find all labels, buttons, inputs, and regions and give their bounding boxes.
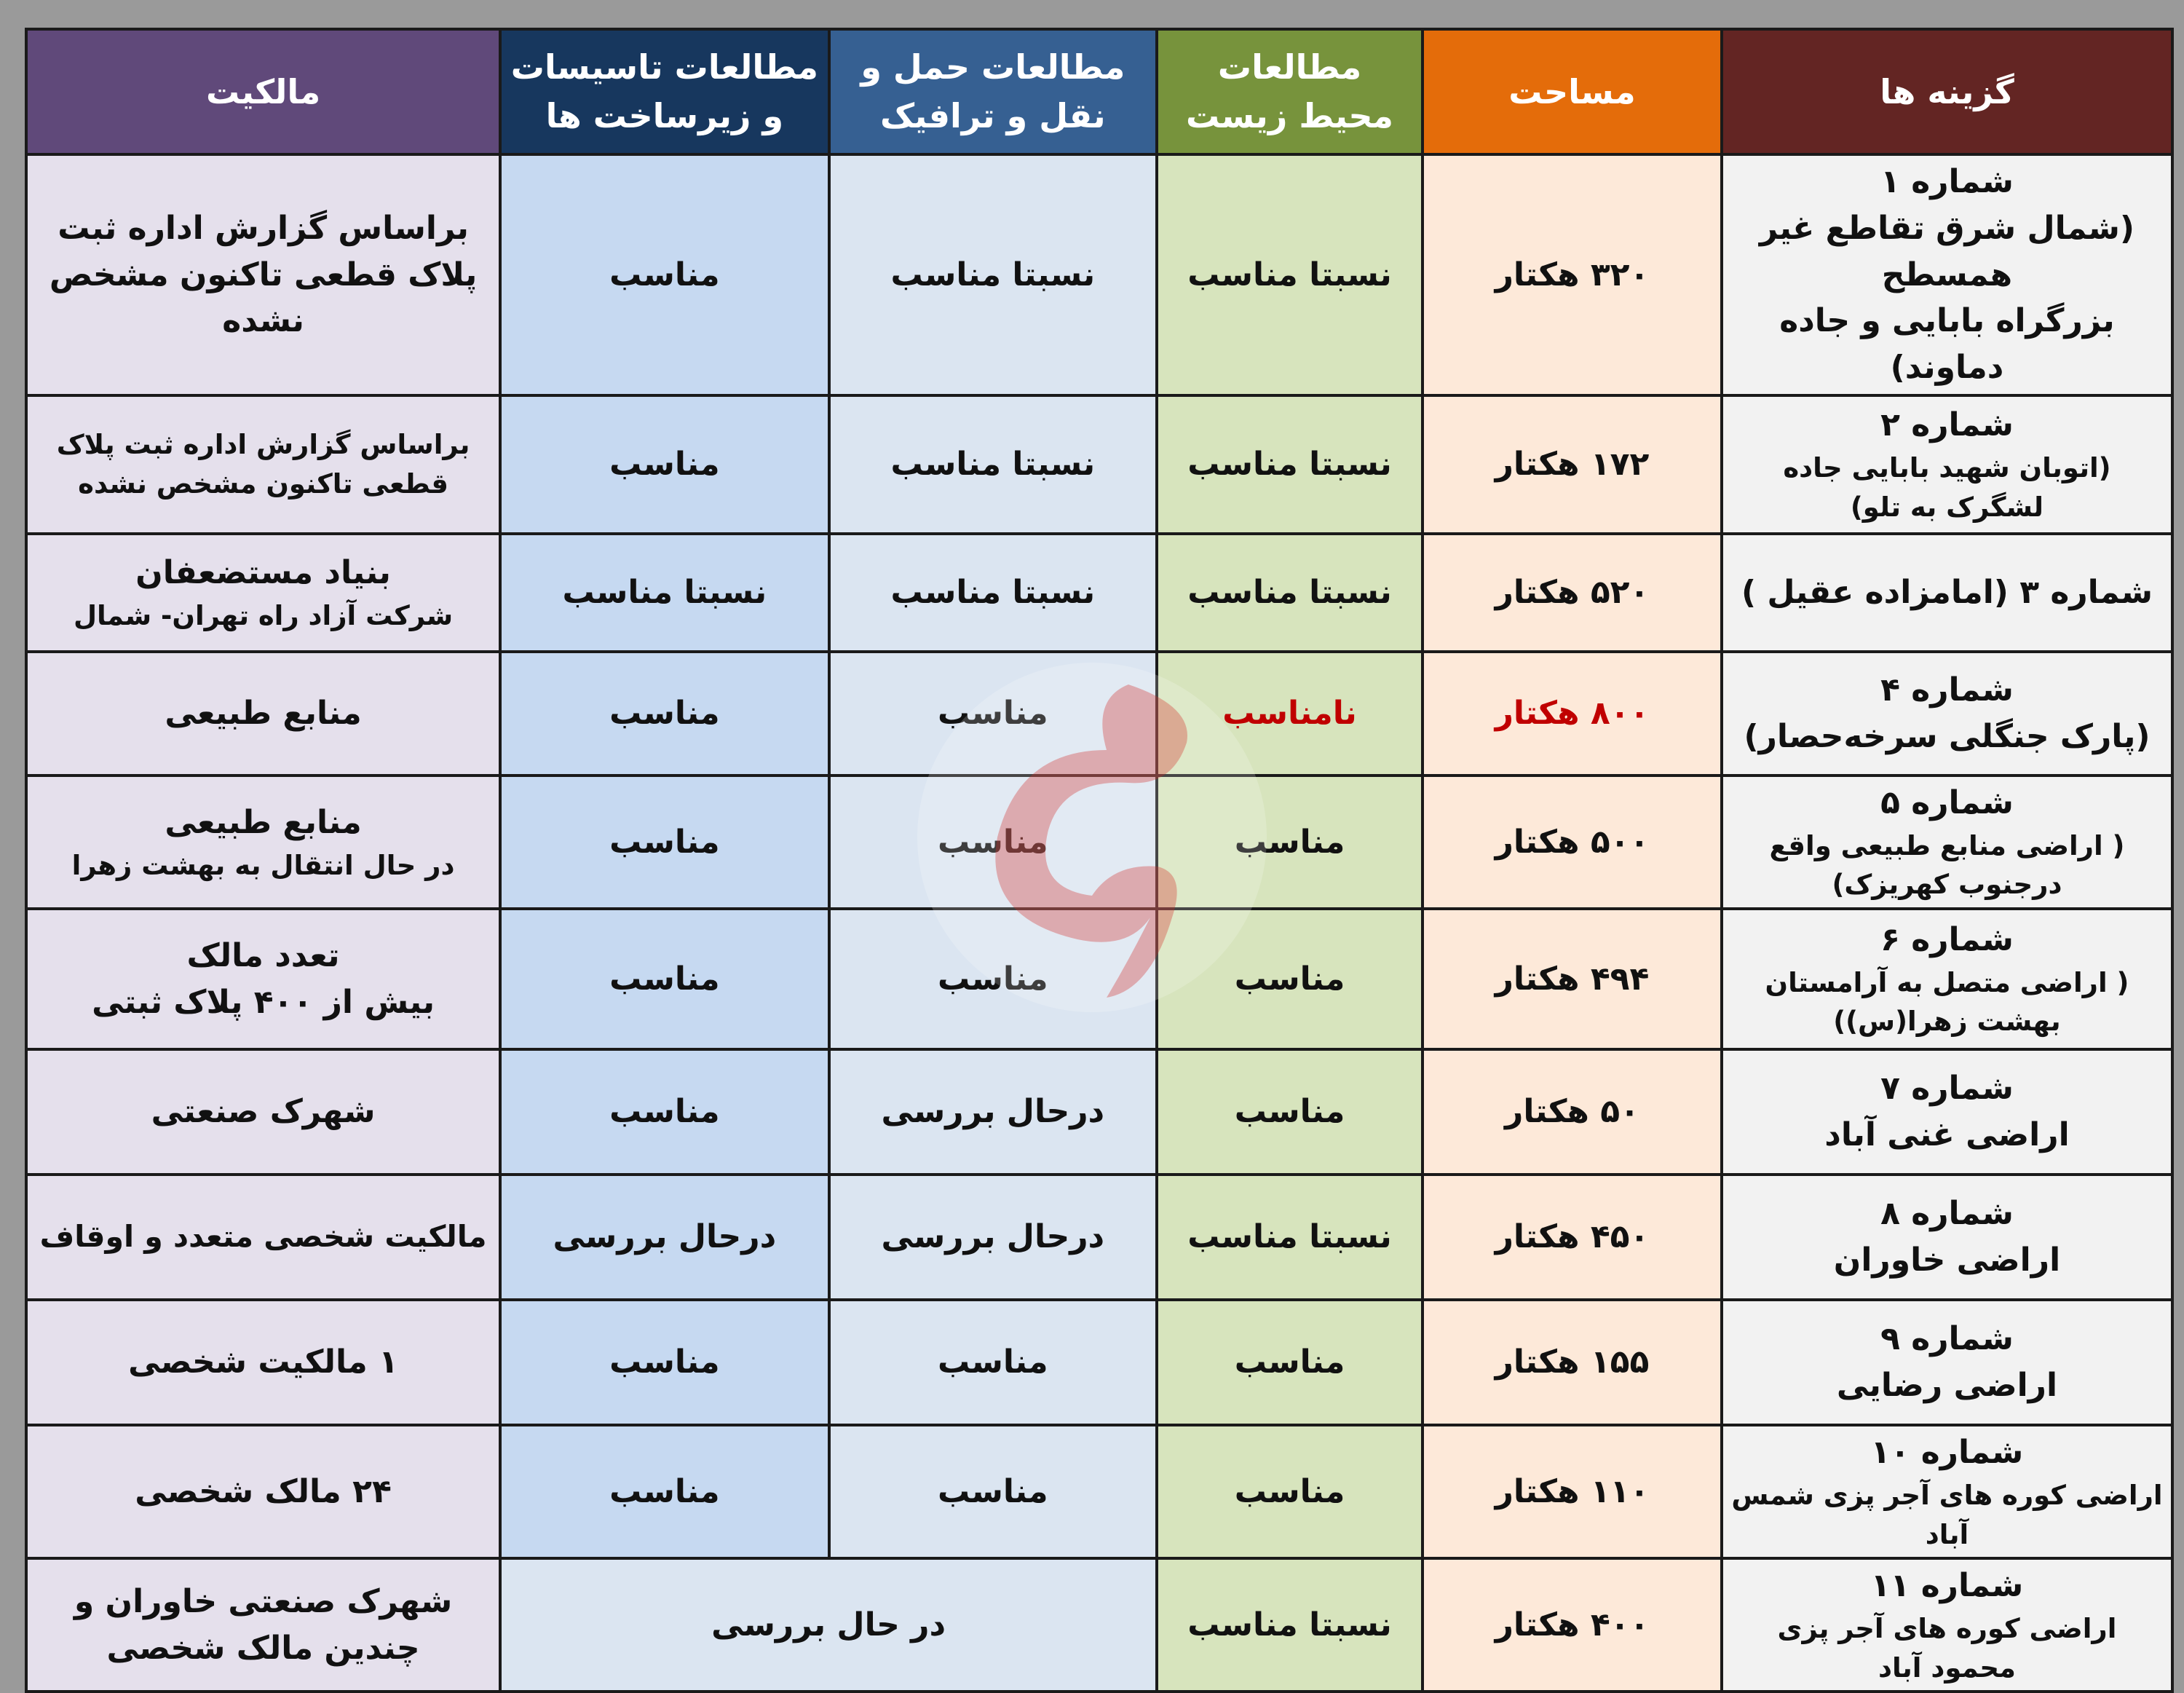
option-cell: شماره ۵ ( اراضی منابع طبیعی واقع درجنوب کهریزک) bbox=[1722, 776, 2172, 909]
header-options: گزینه ها bbox=[1722, 29, 2172, 154]
table-row bbox=[26, 652, 2172, 776]
header-area: مساحت bbox=[1423, 29, 1722, 154]
infrastructure-cell: مناسب bbox=[500, 1049, 828, 1175]
environment-cell: مناسب bbox=[1157, 1300, 1423, 1425]
ownership-cell: ۲۴ مالک شخصی bbox=[26, 1425, 500, 1558]
transport-cell: درحال بررسی bbox=[829, 1175, 1157, 1300]
table-row bbox=[26, 1300, 2172, 1425]
table-row bbox=[26, 1049, 2172, 1175]
area-cell: ۵۰ هکتار bbox=[1423, 1049, 1722, 1175]
environment-cell: مناسب bbox=[1157, 1049, 1423, 1175]
transport-cell: درحال بررسی bbox=[829, 1049, 1157, 1175]
ownership-cell: ۱ مالکیت شخصی bbox=[26, 1300, 500, 1425]
environment-cell: نسبتا مناسب bbox=[1157, 534, 1423, 652]
comparison-table-container bbox=[25, 28, 2174, 1684]
area-cell: ۴۰۰ هکتار bbox=[1423, 1558, 1722, 1692]
infrastructure-cell: مناسب bbox=[500, 1300, 828, 1425]
infrastructure-cell: مناسب bbox=[500, 776, 828, 909]
header-infrastructure: مطالعات تاسیسات و زیرساخت ها bbox=[500, 29, 828, 154]
table-row bbox=[26, 534, 2172, 652]
ownership-cell: براساس گزارش اداره ثبت پلاک قطعی تاکنون مشخص نشده bbox=[26, 154, 500, 395]
area-cell: ۱۷۲ هکتار bbox=[1423, 395, 1722, 534]
infrastructure-cell: مناسب bbox=[500, 652, 828, 776]
option-cell: شماره ۱ (شمال شرق تقاطع غیر همسطح بزرگراه بابایی و جاده دماوند) bbox=[1722, 154, 2172, 395]
option-cell: شماره ۱۰ اراضی کوره های آجر پزی شمس آباد bbox=[1722, 1425, 2172, 1558]
environment-cell: نسبتا مناسب bbox=[1157, 1175, 1423, 1300]
environment-cell: نسبتا مناسب bbox=[1157, 154, 1423, 395]
option-cell: شماره ۲ (اتوبان شهید بابایی جاده لشگرک به تلو) bbox=[1722, 395, 2172, 534]
table-row bbox=[26, 154, 2172, 395]
area-cell: ۳۲۰ هکتار bbox=[1423, 154, 1722, 395]
transport-infrastructure-merged-cell: در حال بررسی bbox=[500, 1558, 1157, 1692]
option-cell: شماره ۴ (پارک جنگلی سرخه‌حصار) bbox=[1722, 652, 2172, 776]
option-cell: شماره ۹ اراضی رضایی bbox=[1722, 1300, 2172, 1425]
area-cell: ۴۹۴ هکتار bbox=[1423, 909, 1722, 1049]
site-options-table bbox=[25, 28, 2174, 1693]
environment-cell: مناسب bbox=[1157, 1425, 1423, 1558]
environment-cell: نسبتا مناسب bbox=[1157, 1558, 1423, 1692]
ownership-cell: مالکیت شخصی متعدد و اوقاف bbox=[26, 1175, 500, 1300]
table-row bbox=[26, 1558, 2172, 1692]
ownership-cell: منابع طبیعی در حال انتقال به بهشت زهرا bbox=[26, 776, 500, 909]
environment-cell: مناسب bbox=[1157, 909, 1423, 1049]
table-row bbox=[26, 1175, 2172, 1300]
ownership-cell: شهرک صنعتی خاوران و چندین مالک شخصی bbox=[26, 1558, 500, 1692]
area-cell: ۴۵۰ هکتار bbox=[1423, 1175, 1722, 1300]
infrastructure-cell: مناسب bbox=[500, 395, 828, 534]
table-row bbox=[26, 395, 2172, 534]
option-cell: شماره ۶ ( اراضی متصل به آرامستان بهشت زهرا(س)) bbox=[1722, 909, 2172, 1049]
ownership-cell: براساس گزارش اداره ثبت پلاک قطعی تاکنون مشخص نشده bbox=[26, 395, 500, 534]
infrastructure-cell: نسبتا مناسب bbox=[500, 534, 828, 652]
environment-cell: نسبتا مناسب bbox=[1157, 395, 1423, 534]
transport-cell: مناسب bbox=[829, 776, 1157, 909]
option-cell: شماره ۷ اراضی غنی آباد bbox=[1722, 1049, 2172, 1175]
transport-cell: نسبتا مناسب bbox=[829, 154, 1157, 395]
ownership-cell: منابع طبیعی bbox=[26, 652, 500, 776]
header-transport: مطالعات حمل و نقل و ترافیک bbox=[829, 29, 1157, 154]
area-cell: ۱۱۰ هکتار bbox=[1423, 1425, 1722, 1558]
header-ownership: مالکیت bbox=[26, 29, 500, 154]
header-environment: مطالعات محیط زیست bbox=[1157, 29, 1423, 154]
table-row bbox=[26, 909, 2172, 1049]
table-row bbox=[26, 776, 2172, 909]
option-cell: شماره ۳ (امامزاده عقیل ) bbox=[1722, 534, 2172, 652]
infrastructure-cell: مناسب bbox=[500, 154, 828, 395]
transport-cell: مناسب bbox=[829, 652, 1157, 776]
infrastructure-cell: مناسب bbox=[500, 1425, 828, 1558]
transport-cell: نسبتا مناسب bbox=[829, 395, 1157, 534]
environment-cell: مناسب bbox=[1157, 776, 1423, 909]
area-cell: ۱۵۵ هکتار bbox=[1423, 1300, 1722, 1425]
header-row bbox=[26, 29, 2172, 154]
option-cell: شماره ۱۱ اراضی کوره های آجر پزی محمود آباد bbox=[1722, 1558, 2172, 1692]
transport-cell: نسبتا مناسب bbox=[829, 534, 1157, 652]
ownership-cell: بنیاد مستضعفان شرکت آزاد راه تهران- شمال bbox=[26, 534, 500, 652]
infrastructure-cell: مناسب bbox=[500, 909, 828, 1049]
area-cell: ۸۰۰ هکتار bbox=[1423, 652, 1722, 776]
ownership-cell: تعدد مالک بیش از ۴۰۰ پلاک ثبتی bbox=[26, 909, 500, 1049]
transport-cell: مناسب bbox=[829, 1300, 1157, 1425]
table-row bbox=[26, 1425, 2172, 1558]
infrastructure-cell: درحال بررسی bbox=[500, 1175, 828, 1300]
area-cell: ۵۲۰ هکتار bbox=[1423, 534, 1722, 652]
option-cell: شماره ۸ اراضی خاوران bbox=[1722, 1175, 2172, 1300]
area-cell: ۵۰۰ هکتار bbox=[1423, 776, 1722, 909]
ownership-cell: شهرک صنعتی bbox=[26, 1049, 500, 1175]
transport-cell: مناسب bbox=[829, 1425, 1157, 1558]
transport-cell: مناسب bbox=[829, 909, 1157, 1049]
environment-cell: نامناسب bbox=[1157, 652, 1423, 776]
